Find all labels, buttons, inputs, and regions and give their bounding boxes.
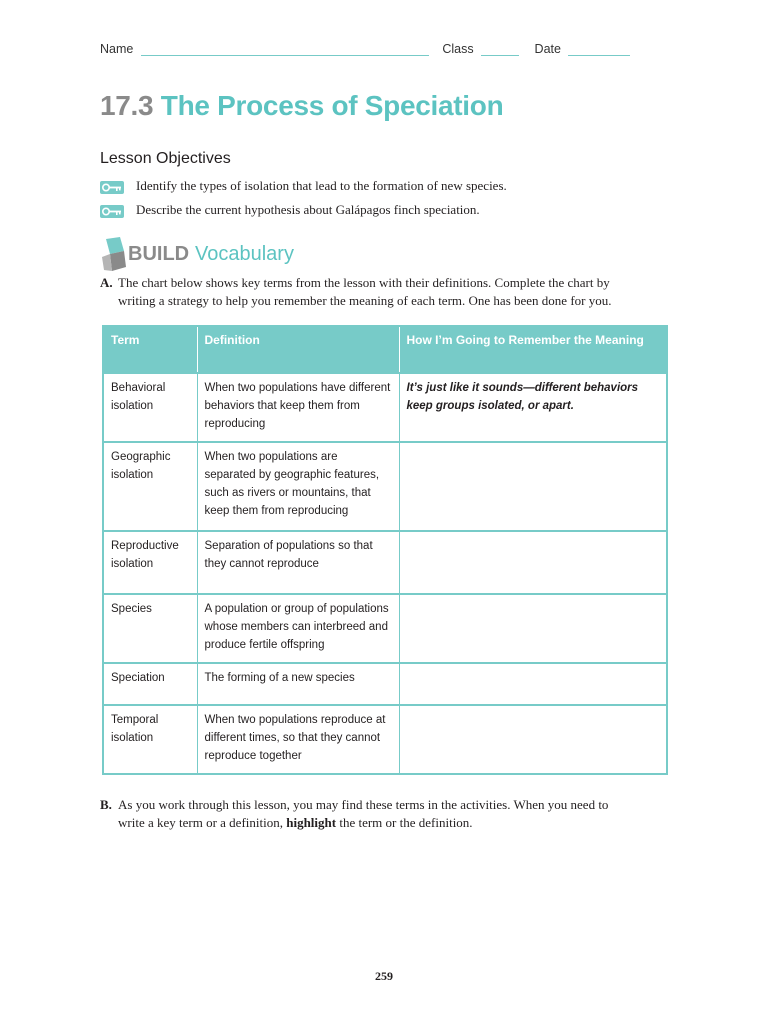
part-b-marker: B. <box>100 797 112 812</box>
remember-cell[interactable] <box>399 442 667 531</box>
table-row <box>103 442 667 531</box>
name-field[interactable] <box>141 41 429 56</box>
section-number: 17.3 <box>100 90 154 121</box>
part-a-marker: A. <box>100 275 113 290</box>
table-row <box>103 373 667 442</box>
definition-cell: A population or group of populations whose members can interbreed and produce fertile offspring <box>197 594 399 663</box>
page-title <box>100 90 503 122</box>
header-remember: How I’m Going to Remember the Meaning <box>399 326 667 373</box>
part-a-line-2: writing a strategy to help you remember the meaning of each term. One has been done for you. <box>118 293 612 308</box>
table-row <box>103 594 667 663</box>
objective-item <box>100 178 660 194</box>
table-row <box>103 663 667 705</box>
page-number: 259 <box>375 969 393 983</box>
build-word: BUILD <box>128 243 190 265</box>
term-cell: Speciation <box>103 663 197 705</box>
header-term: Term <box>103 326 197 373</box>
class-label: Class <box>442 42 474 56</box>
definition-cell: The forming of a new species <box>197 663 399 705</box>
table-header-row <box>103 326 667 373</box>
remember-cell[interactable] <box>399 705 667 774</box>
key-icon <box>100 205 124 218</box>
highlight-word: highlight <box>286 815 337 830</box>
table-row <box>103 705 667 774</box>
part-a-line-1: The chart below shows key terms from the lesson with their definitions. Complete the chart by <box>118 275 610 290</box>
remember-cell: It’s just like it sounds—different behaviors keep groups isolated, or apart. <box>399 373 667 442</box>
definition-cell: When two populations reproduce at different times, so that they cannot reproduce together <box>197 705 399 774</box>
date-label: Date <box>534 42 561 56</box>
section-title: The Process of Speciation <box>160 90 504 121</box>
part-b-line-2-pre: write a key term or a definition, <box>118 815 287 830</box>
term-cell: Species <box>103 594 197 663</box>
objective-item <box>100 202 660 218</box>
key-icon <box>100 181 124 194</box>
header-definition: Definition <box>197 326 399 373</box>
objective-text: Describe the current hypothesis about Galápagos finch speciation. <box>136 202 480 217</box>
definition-cell: When two populations are separated by geographic features, such as rivers or mountains, that keep them from reproducing <box>197 442 399 531</box>
remember-cell[interactable] <box>399 663 667 705</box>
vocabulary-word: Vocabulary <box>195 243 294 265</box>
term-cell: Behavioral isolation <box>103 373 197 442</box>
term-cell: Reproductive isolation <box>103 531 197 594</box>
part-a-instructions <box>100 274 670 310</box>
name-label: Name <box>100 42 134 56</box>
part-b-line-2 <box>100 814 670 832</box>
term-cell: Temporal isolation <box>103 705 197 774</box>
student-info-line <box>100 41 630 56</box>
vocabulary-table <box>102 325 668 775</box>
part-b-line-2-post: the term or the definition. <box>336 815 473 830</box>
remember-cell[interactable] <box>399 594 667 663</box>
term-cell: Geographic isolation <box>103 442 197 531</box>
part-b-line-1: As you work through this lesson, you may find these terms in the activities. When you need to <box>118 797 609 812</box>
class-field[interactable] <box>481 41 519 56</box>
part-b-instructions <box>100 796 670 832</box>
objective-text: Identify the types of isolation that lead to the formation of new species. <box>136 178 507 193</box>
table-row <box>103 531 667 594</box>
date-field[interactable] <box>568 41 630 56</box>
objectives-heading: Lesson Objectives <box>100 150 231 167</box>
definition-cell: When two populations have different behaviors that keep them from reproducing <box>197 373 399 442</box>
remember-cell[interactable] <box>399 531 667 594</box>
vocabulary-cube-icon <box>100 237 130 273</box>
definition-cell: Separation of populations so that they cannot reproduce <box>197 531 399 594</box>
